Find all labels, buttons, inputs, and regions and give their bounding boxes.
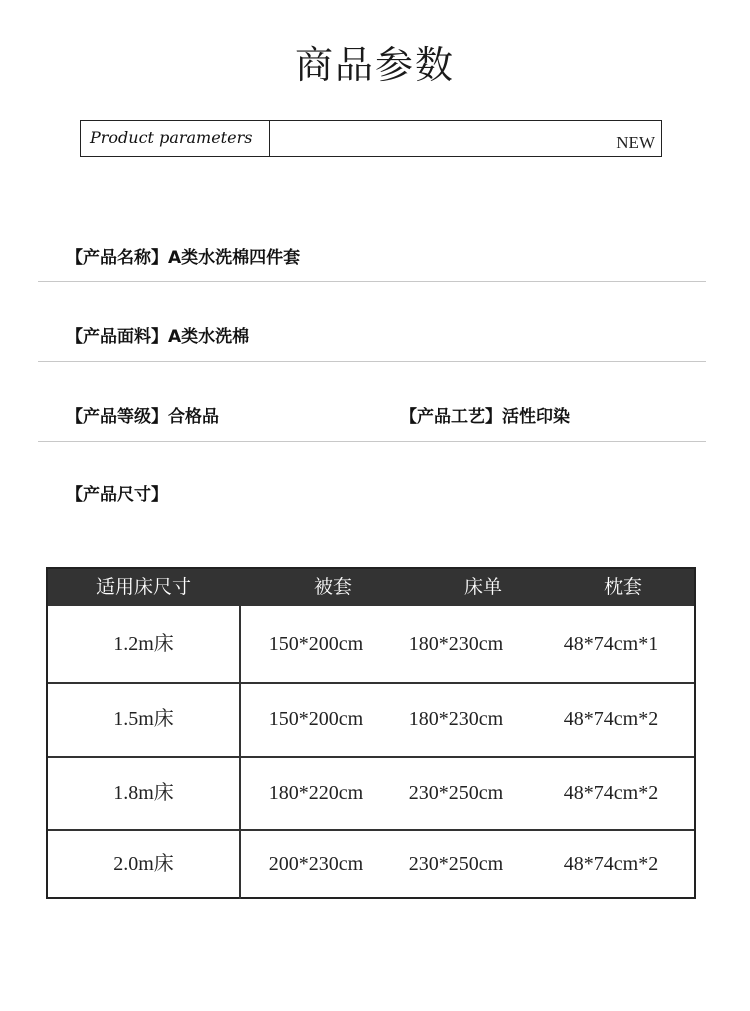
cell-sheet: 230*250cm [408,782,504,804]
product-parameters-banner [80,120,662,157]
table-row [48,830,694,899]
cell-bed-size: 1.5m床 [113,708,174,730]
header-bed-size: 适用床尺寸 [95,576,191,598]
page-title: 商品参数 [294,43,455,87]
cell-sheet: 230*250cm [408,853,504,875]
cell-duvet: 200*230cm [268,853,364,875]
table-row [48,606,694,682]
cell-duvet: 150*200cm [268,708,364,730]
cell-pillow: 48*74cm*2 [563,782,659,804]
product-fabric: 【产品面料】A类水洗棉 [66,327,250,347]
cell-bed-size: 2.0m床 [113,853,174,875]
table-header [48,569,694,606]
product-craft: 【产品工艺】活性印染 [400,407,570,427]
header-pillowcase: 枕套 [603,576,642,598]
product-grade: 【产品等级】合格品 [66,407,219,427]
table-row [48,683,694,756]
product-name: 【产品名称】A类水洗棉四件套 [66,248,301,268]
divider [38,441,706,442]
size-spec-table [46,567,696,899]
banner-new-badge: NEW [616,133,655,152]
divider [38,281,706,282]
banner-label: Product parameters [81,121,270,156]
header-duvet-cover: 被套 [313,576,352,598]
cell-pillow: 48*74cm*2 [563,708,659,730]
cell-bed-size: 1.2m床 [113,633,174,655]
table-row [48,757,694,830]
cell-bed-size: 1.8m床 [113,782,174,804]
product-size-label: 【产品尺寸】 [66,485,168,505]
cell-sheet: 180*230cm [408,633,504,655]
cell-pillow: 48*74cm*2 [563,853,659,875]
cell-duvet: 150*200cm [268,633,364,655]
cell-sheet: 180*230cm [408,708,504,730]
header-bed-sheet: 床单 [463,576,502,598]
cell-pillow: 48*74cm*1 [563,633,659,655]
divider [38,361,706,362]
cell-duvet: 180*220cm [268,782,364,804]
